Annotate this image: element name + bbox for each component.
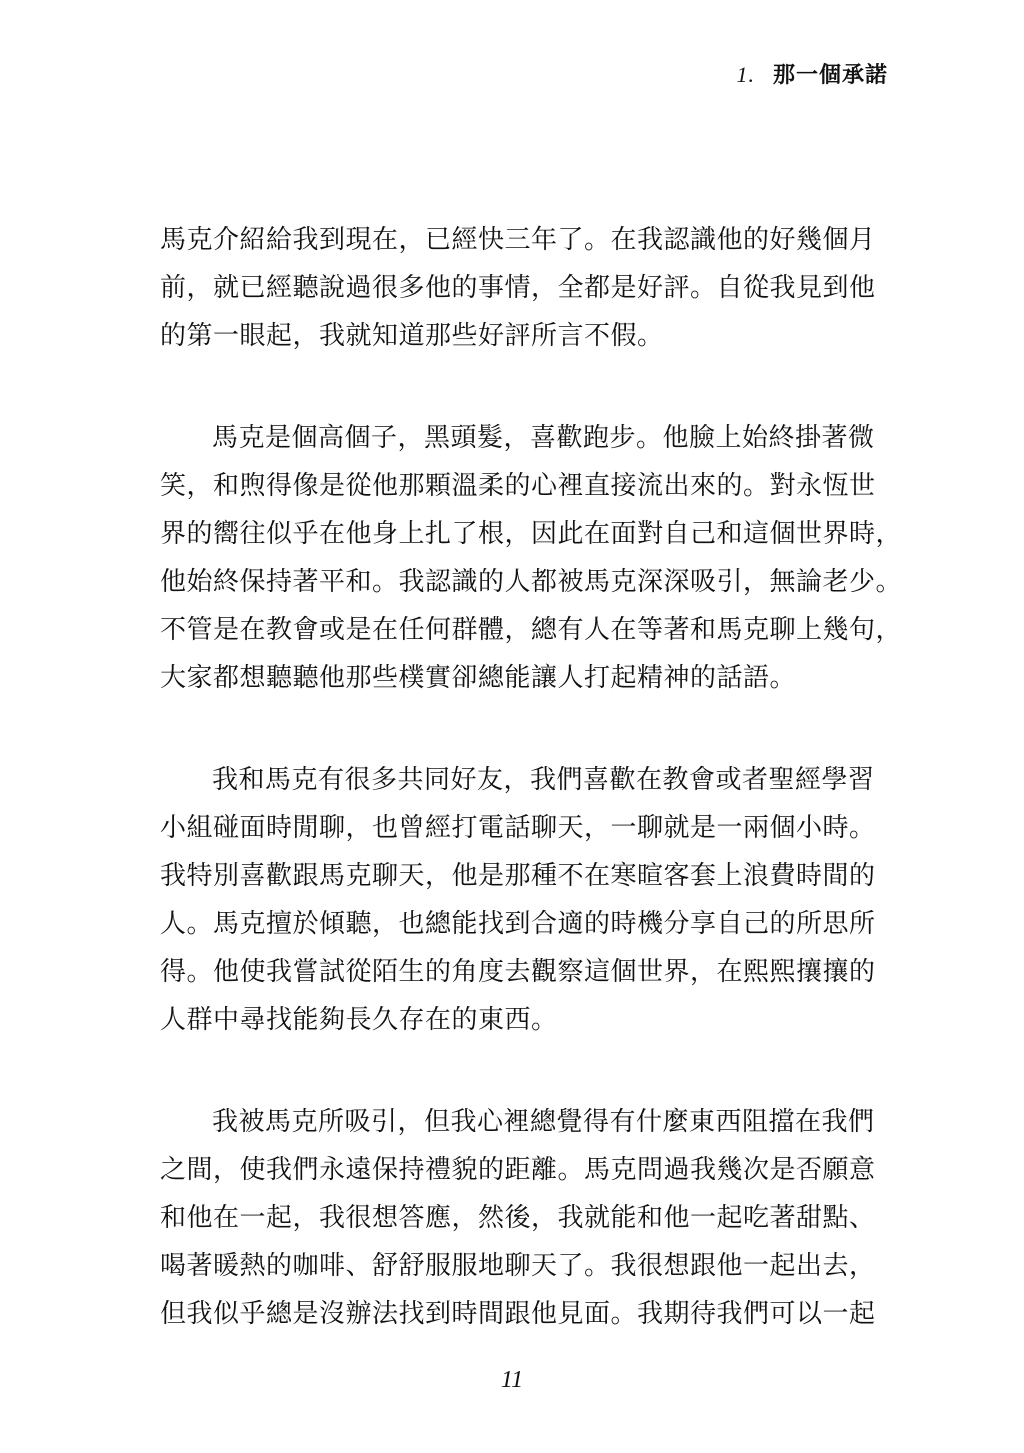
paragraph-line: 馬克介紹給我到現在，已經快三年了。在我認識他的好幾個月 (160, 225, 876, 255)
paragraph-line: 我和馬克有很多共同好友，我們喜歡在教會或者聖經學習 (212, 765, 875, 795)
paragraph-1 (160, 216, 888, 360)
paragraph-line: 小組碰面時閒聊，也曾經打電話聊天，一聊就是一兩個小時。 (160, 813, 876, 843)
paragraph-line: 不管是在教會或是在任何群體，總有人在等著和馬克聊上幾句， (160, 615, 903, 645)
paragraph-2 (160, 414, 903, 702)
chapter-title: 那一個承諾 (772, 63, 888, 88)
paragraph-4 (160, 1098, 888, 1338)
paragraph-3 (160, 756, 888, 1044)
paragraph-line: 前，就已經聽說過很多他的事情，全都是好評。自從我見到他 (160, 273, 876, 303)
paragraph-line: 他始終保持著平和。我認識的人都被馬克深深吸引，無論老少。 (160, 567, 903, 597)
paragraph-line: 人群中尋找能夠長久存在的東西。 (160, 1005, 558, 1035)
chapter-number: 1. (736, 62, 755, 87)
paragraph-line: 我被馬克所吸引，但我心裡總覺得有什麼東西阻擋在我們 (212, 1107, 875, 1137)
paragraph-line: 界的嚮往似乎在他身上扎了根，因此在面對自己和這個世界時， (160, 519, 903, 549)
paragraph-line: 喝著暖熱的咖啡、舒舒服服地聊天了。我很想跟他一起出去， (160, 1251, 876, 1281)
paragraph-line: 馬克是個高個子，黑頭髮，喜歡跑步。他臉上始終掛著微 (212, 423, 875, 453)
paragraph-line: 笑，和煦得像是從他那顆溫柔的心裡直接流出來的。對永恆世 (160, 471, 876, 501)
body-text (160, 216, 903, 1392)
paragraph-line: 得。他使我嘗試從陌生的角度去觀察這個世界，在熙熙攘攘的 (160, 957, 876, 987)
paragraph-line: 人。馬克擅於傾聽，也總能找到合適的時機分享自己的所思所 (160, 909, 876, 939)
paragraph-line: 大家都想聽聽他那些樸實卻總能讓人打起精神的話語。 (160, 663, 797, 693)
paragraph-line: 之間，使我們永遠保持禮貌的距離。馬克問過我幾次是否願意 (160, 1155, 876, 1185)
page-number: 11 (500, 1367, 524, 1393)
paragraph-line: 和他在一起，我很想答應，然後，我就能和他一起吃著甜點、 (160, 1203, 876, 1233)
paragraph-line: 的第一眼起，我就知道那些好評所言不假。 (160, 321, 664, 351)
paragraph-line: 我特別喜歡跟馬克聊天，他是那種不在寒暄客套上浪費時間的 (160, 861, 876, 891)
paragraph-line: 但我似乎總是沒辦法找到時間跟他見面。我期待我們可以一起 (160, 1299, 876, 1329)
running-header (736, 58, 888, 89)
